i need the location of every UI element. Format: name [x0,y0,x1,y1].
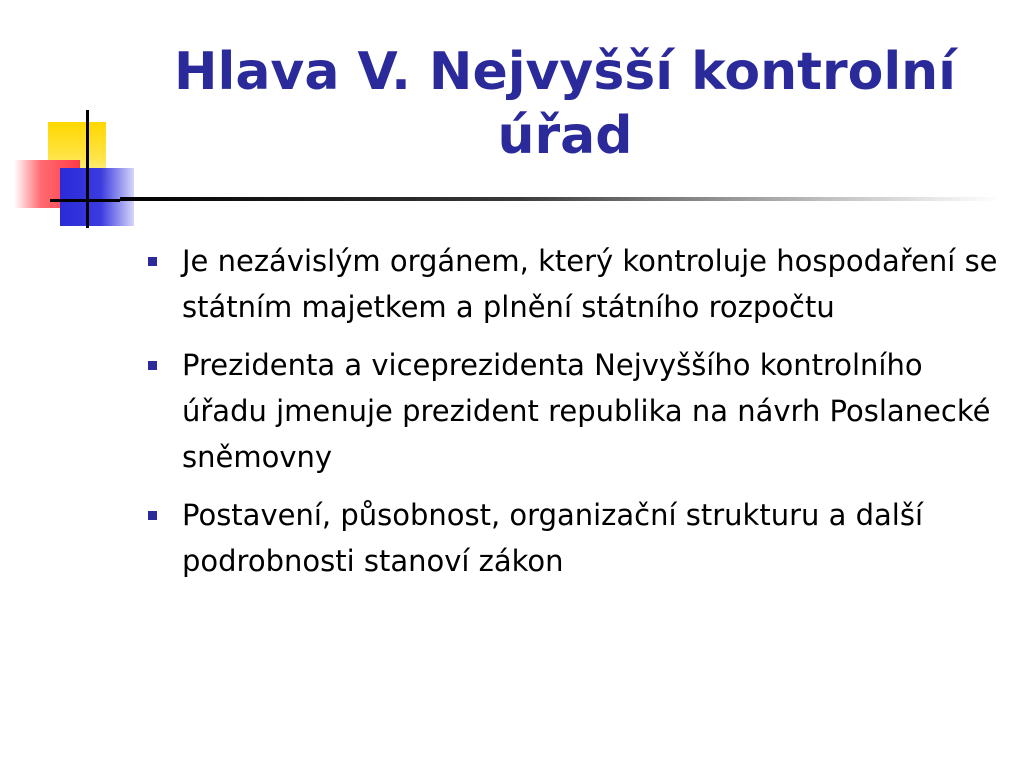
vertical-line-shape [86,110,89,228]
slide-title: Hlava V. Nejvyšší kontrolní úřad [174,42,956,166]
bullet-text: Je nezávislým orgánem, který kontroluje hospodaření se státním majetkem a plnění státního rozpočtu [182,244,998,324]
bullet-item [142,492,1000,584]
bullet-text: Postavení, působnost, organizační strukturu a další podrobnosti stanoví zákon [182,498,924,578]
bullet-item [142,342,1000,480]
bullet-item [142,238,1000,330]
horizontal-line-shape [50,199,120,202]
title-divider [120,197,1000,201]
bullet-text: Prezidenta a viceprezidenta Nejvyššího kontrolního úřadu jmenuje prezident republika na návrh Poslanecké sněmovny [182,348,991,474]
square-bullet-icon [148,511,157,520]
bullet-list [142,238,1000,596]
square-bullet-icon [148,361,157,370]
square-bullet-icon [148,257,157,266]
